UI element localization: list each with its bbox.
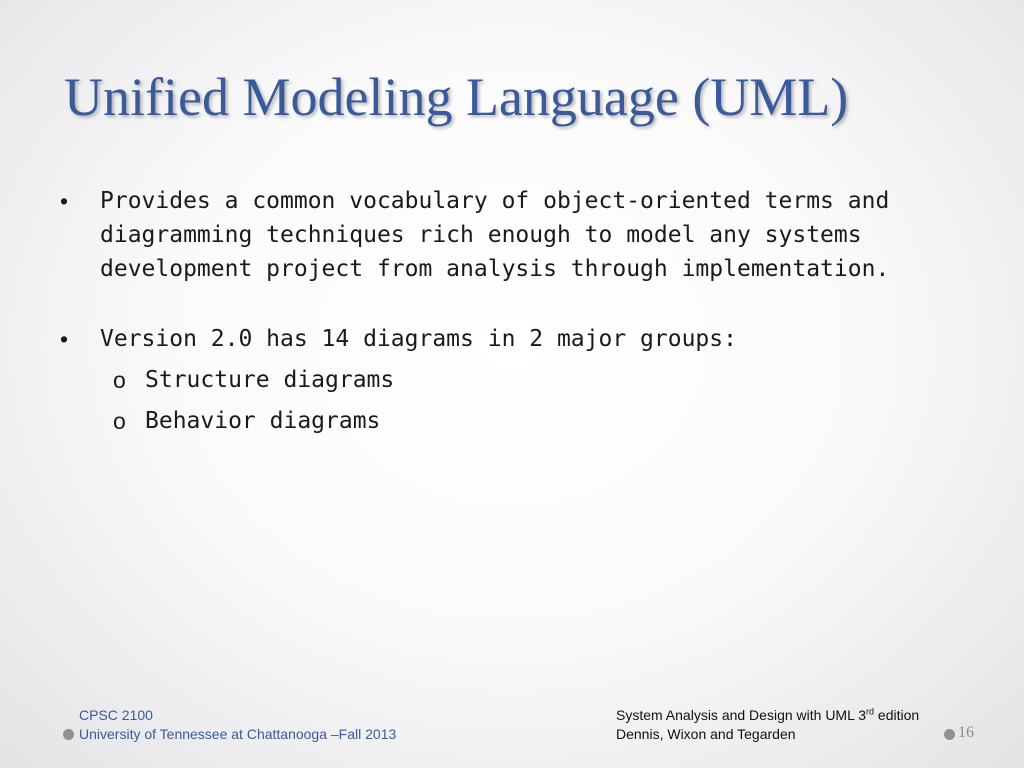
sub-bullet-item: [56, 404, 956, 438]
bullet-item: [56, 184, 956, 286]
bullet-marker: •: [60, 326, 69, 352]
sub-bullet-marker: o: [113, 367, 126, 393]
footer-right-dot-icon: [944, 729, 955, 740]
footer-authors: Dennis, Wixon and Tegarden: [616, 726, 796, 742]
page-number: 16: [958, 724, 974, 741]
slide-title: Unified Modeling Language (UML): [64, 67, 849, 127]
footer-course: CPSC 2100: [79, 707, 153, 723]
footer-book: [616, 706, 919, 725]
bullet-marker: •: [60, 188, 69, 214]
footer-book-title: System Analysis and Design with UML 3: [616, 707, 867, 723]
sub-bullet-item: [56, 363, 956, 397]
footer-left: [79, 706, 396, 744]
footer-right: [616, 706, 919, 744]
footer-left-dot-icon: [63, 729, 74, 740]
sub-bullet-marker: o: [113, 408, 126, 434]
footer-book-sup: rd: [866, 706, 875, 717]
bullet-text: Provides a common vocabulary of object-oriented terms and diagramming techniques rich enough to model any systems development project from analysis through implementation.: [100, 188, 890, 282]
footer-book-edition: edition: [874, 707, 920, 723]
footer-institution: University of Tennessee at Chattanooga –Fall 2013: [79, 726, 397, 742]
bullet-text: Version 2.0 has 14 diagrams in 2 major groups:: [100, 326, 737, 352]
slide-content: [56, 184, 956, 438]
sub-bullet-text: Structure diagrams: [145, 367, 395, 393]
bullet-item: [56, 322, 956, 356]
sub-bullet-text: Behavior diagrams: [145, 408, 381, 434]
